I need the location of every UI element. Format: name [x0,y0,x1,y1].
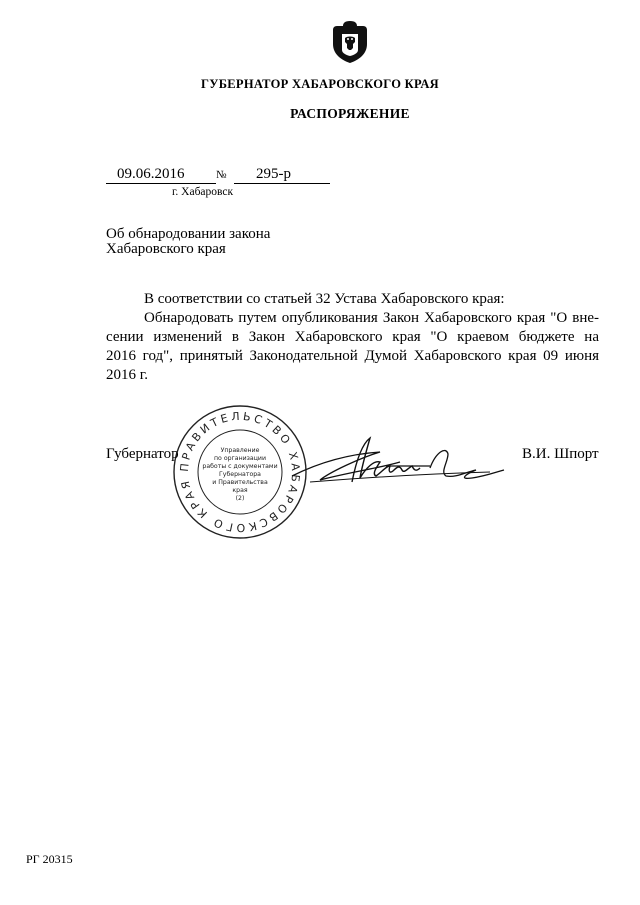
signatory-name: В.И. Шпорт [522,446,599,462]
document-subject [106,227,270,256]
signatory-title: Губернатор [106,446,179,462]
document-type-title: РАСПОРЯЖЕНИЕ [290,106,410,121]
svg-text:работы с документами: работы с документами [202,463,278,470]
body-line-4: 2016 г. [106,367,148,383]
svg-text:по организации: по организации [214,455,266,462]
number-sign: № [216,169,227,181]
handwritten-signature-icon [290,432,510,492]
number-underline [234,183,330,184]
issuing-authority: ГУБЕРНАТОР ХАБАРОВСКОГО КРАЯ [200,77,440,91]
svg-text:(2): (2) [235,495,245,502]
svg-text:Управление: Управление [220,447,260,454]
coat-of-arms-icon [330,20,370,64]
svg-text:Губернатора: Губернатора [219,471,261,478]
body-intro: В соответствии со статьей 32 Устава Хабаровского края: [144,291,505,307]
footer-code: РГ 20315 [26,852,73,866]
body-line-2: сении изменений в Закон Хабаровского края "О краевом бюджете на [106,329,599,345]
issuing-city: г. Хабаровск [172,186,234,198]
svg-text:края: края [232,487,248,494]
body-line-1: Обнародовать путем опубликования Закон Хабаровского края "О вне- [144,310,599,326]
subject-line-1: Об обнародовании закона [106,226,271,242]
subject-line-2: Хабаровского края [106,240,226,257]
official-stamp [170,402,310,542]
document-date: 09.06.2016 [117,166,185,182]
date-underline [106,183,216,184]
body-line-3: 2016 год", принятый Законодательной Думой Хабаровского края 09 июня [106,348,599,364]
svg-text:ПРАВИТЕЛЬСТВО ХАБАРОВСКОГО КРА: ПРАВИТЕЛЬСТВО ХАБАРОВСКОГО КРАЯ [177,409,303,535]
body-paragraph [106,309,599,385]
document-number: 295-р [256,166,291,182]
svg-text:и Правительства: и Правительства [212,479,268,486]
